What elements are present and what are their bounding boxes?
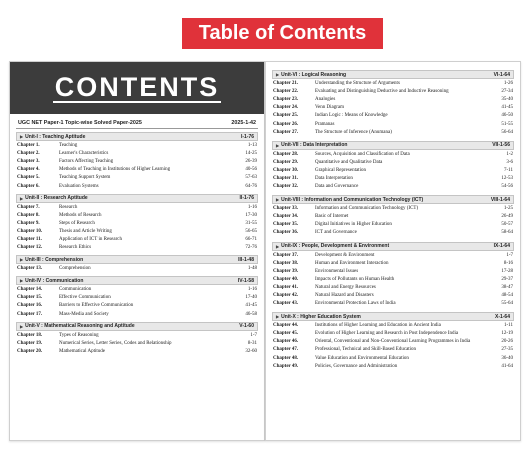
unit-title-wrap	[276, 142, 347, 148]
chapter-pages: 55-64	[501, 301, 513, 307]
chapter-title: Effective Communication	[59, 295, 111, 301]
chapter-pages: 41-45	[245, 303, 257, 309]
chapter-pages: 20-26	[501, 339, 513, 345]
unit-section	[266, 70, 520, 137]
chapter-number: Chapter 14.	[17, 287, 43, 293]
chapter-pages: 1-7	[250, 332, 257, 338]
chapter-row	[273, 322, 513, 330]
chapter-row	[17, 220, 257, 228]
unit-pages: II-1-76	[239, 195, 254, 202]
unit-header	[16, 276, 258, 285]
chapter-title: Research	[59, 204, 78, 210]
chapter-row	[17, 212, 257, 220]
chapter-title: Teaching Support System	[59, 175, 111, 181]
chapter-row	[273, 300, 513, 308]
chapter-row	[273, 213, 513, 221]
chapter-pages: 46-58	[245, 311, 257, 317]
chapter-row	[273, 338, 513, 346]
chapter-title: Value Education and Environmental Education	[315, 355, 409, 361]
unit-title: Unit-II : Research Aptitude	[25, 195, 88, 202]
chapter-pages: 41-45	[501, 105, 513, 111]
chapter-number: Chapter 4.	[17, 167, 40, 173]
chapter-title: Factors Affecting Teaching	[59, 159, 114, 165]
chapter-title: Natural and Energy Resources	[315, 284, 376, 290]
chapter-number: Chapter 8.	[17, 212, 40, 218]
chapter-row	[273, 284, 513, 292]
chapter-row	[17, 332, 257, 340]
chapter-pages: 1-11	[504, 323, 513, 329]
chapter-row	[273, 276, 513, 284]
chapter-row	[17, 286, 257, 294]
chapter-title: Thesis and Article Writing	[59, 228, 112, 234]
chapter-pages: 1-48	[247, 266, 257, 272]
chapter-number: Chapter 9.	[17, 220, 40, 226]
chapter-number: Chapter 3.	[17, 159, 40, 165]
chapter-row	[273, 268, 513, 276]
unit-header	[272, 195, 514, 204]
chapter-pages: 1-26	[503, 81, 513, 87]
chapter-pages: 26-39	[245, 159, 257, 165]
chapter-title: Development & Environment	[315, 252, 375, 258]
unit-section	[266, 141, 520, 191]
chapter-number: Chapter 26.	[273, 121, 299, 127]
triangle-right-icon: ▶	[276, 243, 280, 249]
chapter-number: Chapter 21.	[273, 81, 299, 87]
unit-title-wrap	[20, 323, 135, 329]
triangle-right-icon: ▶	[20, 257, 24, 263]
unit-pages: VIII-1-64	[490, 196, 510, 203]
triangle-right-icon: ▶	[276, 197, 280, 203]
chapter-number: Chapter 30.	[273, 167, 299, 173]
chapter-pages: 40-56	[245, 167, 257, 173]
chapter-pages: 8-16	[503, 260, 513, 266]
contents-title: CONTENTS	[54, 72, 220, 102]
chapter-title: Understanding the Structure of Arguments	[315, 81, 400, 87]
chapter-pages: 41-64	[501, 363, 513, 369]
right-page	[265, 61, 521, 441]
chapter-number: Chapter 47.	[273, 347, 299, 353]
chapter-number: Chapter 35.	[273, 222, 299, 228]
chapter-number: Chapter 13.	[17, 266, 43, 272]
chapter-title: Impacts of Pollutants on Human Health	[315, 276, 395, 282]
chapter-pages: 3-6	[506, 159, 513, 165]
chapter-row	[273, 346, 513, 354]
chapter-title: Basic of Internet	[315, 214, 349, 220]
unit-pages: VII-1-56	[492, 142, 510, 149]
chapter-number: Chapter 42.	[273, 293, 299, 299]
unit-section	[266, 195, 520, 237]
chapter-title: Oriental, Conventional and Non-Conventional Learning Programmes in India	[315, 339, 471, 345]
chapter-title: Evolution of Higher Learning and Research in Post Independence India	[315, 331, 459, 337]
left-units	[10, 132, 264, 356]
chapter-number: Chapter 17.	[17, 311, 43, 317]
chapter-number: Chapter 10.	[17, 228, 43, 234]
chapter-pages: 58-64	[501, 230, 513, 236]
chapter-title: Steps of Research	[59, 220, 95, 226]
triangle-right-icon: ▶	[20, 323, 24, 329]
chapter-pages: 8-31	[247, 340, 257, 346]
unit-title-wrap	[20, 278, 83, 284]
chapter-title: Digital Initiatives in Higher Education	[315, 222, 392, 228]
chapter-title: Analogies	[315, 97, 336, 103]
chapter-number: Chapter 28.	[273, 151, 299, 157]
chapter-number: Chapter 44.	[273, 323, 299, 329]
chapter-row	[17, 166, 257, 174]
chapter-number: Chapter 7.	[17, 204, 40, 210]
chapter-number: Chapter 16.	[17, 303, 43, 309]
chapter-pages: 57-63	[245, 175, 257, 181]
unit-title-wrap	[20, 134, 85, 140]
chapter-row	[17, 182, 257, 190]
chapter-pages: 31-55	[245, 220, 257, 226]
chapter-pages: 56-65	[245, 228, 257, 234]
unit-header	[272, 141, 514, 150]
chapter-title: Institutions of Higher Learning and Education in Ancient India	[315, 323, 441, 329]
chapter-pages: 7-11	[504, 167, 513, 173]
unit-title-wrap	[276, 243, 389, 249]
chapter-pages: 72-76	[245, 245, 257, 251]
unit-title: Unit-IV : Communication	[25, 277, 84, 284]
chapter-title: Quantitative and Qualitative Data	[315, 159, 383, 165]
chapter-pages: 48-54	[501, 293, 513, 299]
unit-title: Unit-IX : People, Development & Environment	[281, 243, 390, 249]
chapter-pages: 17-28	[501, 268, 513, 274]
unit-pages: I-1-76	[240, 133, 254, 140]
chapter-row	[273, 80, 513, 88]
chapter-number: Chapter 46.	[273, 339, 299, 345]
chapter-title: Methods of Research	[59, 212, 102, 218]
chapter-pages: 1-7	[506, 252, 513, 258]
chapter-pages: 12-53	[501, 175, 513, 181]
chapter-number: Chapter 25.	[273, 113, 299, 119]
chapter-number: Chapter 45.	[273, 331, 299, 337]
chapter-title: Data and Governance	[315, 184, 359, 190]
unit-section	[10, 194, 264, 253]
unit-title: Unit-VIII : Information and Communication Technology (ICT)	[281, 196, 424, 203]
solved-paper-pages: 2025-1-42	[231, 120, 256, 126]
chapter-row	[273, 112, 513, 120]
chapter-title: Indian Logic : Means of Knowledge	[315, 113, 388, 119]
solved-paper-row	[16, 119, 258, 129]
chapter-row	[17, 340, 257, 348]
table-of-contents-banner: Table of Contents	[182, 18, 383, 49]
chapter-title: Information and Communication Technology (ICT)	[315, 206, 419, 212]
chapter-title: Communication	[59, 287, 92, 293]
unit-section	[10, 132, 264, 191]
chapter-row	[17, 244, 257, 252]
unit-section	[266, 312, 520, 371]
unit-header	[272, 312, 514, 321]
chapter-title: Professional, Technical and Skill-Based Education	[315, 347, 417, 353]
chapter-title: Human and Environment Interaction	[315, 260, 389, 266]
chapter-number: Chapter 31.	[273, 175, 299, 181]
unit-header	[272, 70, 514, 79]
chapter-title: Sources, Acquisition and Classification of Data	[315, 151, 410, 157]
unit-section	[266, 242, 520, 309]
chapter-title: Evaluating and Distinguishing Deductive and Inductive Reasoning	[315, 89, 449, 95]
unit-section	[10, 276, 264, 318]
chapter-number: Chapter 48.	[273, 355, 299, 361]
unit-title: Unit-X : Higher Education System	[281, 313, 361, 320]
chapter-row	[17, 294, 257, 302]
unit-section	[10, 322, 264, 356]
chapter-row	[17, 236, 257, 244]
unit-title: Unit-III : Comprehension	[25, 256, 84, 263]
chapter-pages: 1-16	[247, 204, 257, 210]
chapter-number: Chapter 22.	[273, 89, 299, 95]
chapter-title: Data Interpretation	[315, 175, 353, 181]
chapter-row	[17, 158, 257, 166]
chapter-title: ICT and Governance	[315, 230, 357, 236]
chapter-number: Chapter 6.	[17, 183, 40, 189]
right-units	[266, 70, 520, 371]
unit-title-wrap	[276, 72, 346, 78]
chapter-pages: 54-56	[501, 184, 513, 190]
chapter-row	[273, 260, 513, 268]
chapter-number: Chapter 24.	[273, 105, 299, 111]
chapter-pages: 27-35	[501, 347, 513, 353]
chapter-number: Chapter 34.	[273, 214, 299, 220]
chapter-title: Barriers to Effective Communication	[59, 303, 134, 309]
chapter-row	[273, 120, 513, 128]
chapter-title: Policies, Governance and Administration	[315, 363, 398, 369]
chapter-number: Chapter 1.	[17, 143, 40, 149]
chapter-number: Chapter 5.	[17, 175, 40, 181]
unit-pages: IX-1-64	[493, 243, 510, 249]
chapter-pages: 1-2	[506, 151, 513, 157]
chapter-number: Chapter 37.	[273, 252, 299, 258]
chapter-title: Numerical Series, Letter Series, Codes and Relationship	[59, 340, 172, 346]
chapter-row	[273, 96, 513, 104]
chapter-title: Graphical Representation	[315, 167, 366, 173]
chapter-row	[273, 229, 513, 237]
chapter-row	[17, 174, 257, 182]
chapter-number: Chapter 27.	[273, 129, 299, 135]
chapter-pages: 46-50	[501, 113, 513, 119]
chapter-number: Chapter 18.	[17, 332, 43, 338]
triangle-right-icon: ▶	[20, 134, 24, 139]
chapter-pages: 1-16	[247, 287, 257, 293]
triangle-right-icon: ▶	[20, 195, 24, 201]
chapter-row	[273, 167, 513, 175]
contents-header	[10, 62, 264, 114]
chapter-title: Comprehension	[59, 266, 91, 272]
chapter-pages: 32-60	[245, 348, 257, 354]
chapter-pages: 1-13	[247, 143, 257, 149]
unit-pages: IV-1-58	[237, 277, 254, 284]
chapter-number: Chapter 11.	[17, 236, 42, 242]
unit-title-wrap	[20, 195, 88, 201]
chapter-row	[273, 183, 513, 191]
chapter-row	[17, 265, 257, 273]
unit-pages: X-1-64	[494, 313, 510, 320]
chapter-number: Chapter 15.	[17, 295, 43, 301]
chapter-row	[273, 252, 513, 260]
chapter-row	[17, 311, 257, 319]
chapter-row	[273, 129, 513, 137]
chapter-title: Mass-Media and Society	[59, 311, 109, 317]
chapter-title: The Structure of Inference (Anumana)	[315, 129, 392, 135]
chapter-pages: 17-30	[245, 212, 257, 218]
unit-title: Unit-VII : Data Interpretation	[281, 142, 348, 149]
chapter-row	[17, 228, 257, 236]
unit-header	[16, 132, 258, 141]
chapter-number: Chapter 29.	[273, 159, 299, 165]
chapter-pages: 64-76	[245, 183, 257, 189]
chapter-number: Chapter 32.	[273, 184, 299, 190]
chapter-pages: 1-25	[503, 206, 513, 212]
chapter-pages: 36-40	[501, 355, 513, 361]
chapter-number: Chapter 38.	[273, 260, 299, 266]
chapter-number: Chapter 43.	[273, 301, 299, 307]
chapter-number: Chapter 20.	[17, 348, 43, 354]
unit-header	[16, 255, 258, 264]
chapter-title: Pramanas	[315, 121, 335, 127]
chapter-title: Application of ICT in Research	[59, 236, 122, 242]
chapter-pages: 17-40	[245, 295, 257, 301]
chapter-number: Chapter 33.	[273, 206, 299, 212]
unit-title: Unit-I : Teaching Aptitude	[25, 133, 86, 140]
chapter-title: Teaching	[59, 143, 78, 149]
chapter-row	[17, 204, 257, 212]
chapter-pages: 56-64	[501, 129, 513, 135]
unit-header	[16, 322, 258, 331]
chapter-number: Chapter 19.	[17, 340, 43, 346]
chapter-row	[273, 88, 513, 96]
chapter-title: Methods of Teaching in Institutions of Higher Learning	[59, 167, 171, 173]
triangle-right-icon: ▶	[20, 278, 24, 284]
unit-title: Unit-VI : Logical Reasoning	[281, 71, 347, 78]
chapter-row	[273, 104, 513, 112]
chapter-title: Types of Reasoning	[59, 332, 99, 338]
chapter-number: Chapter 12.	[17, 245, 43, 251]
chapter-pages: 12-19	[501, 331, 513, 337]
chapter-row	[273, 363, 513, 371]
chapter-number: Chapter 41.	[273, 284, 299, 290]
chapter-number: Chapter 2.	[17, 151, 40, 157]
chapter-row	[273, 175, 513, 183]
chapter-row	[17, 142, 257, 150]
unit-title-wrap	[276, 197, 423, 203]
triangle-right-icon: ▶	[276, 314, 280, 320]
left-page	[9, 61, 265, 441]
chapter-number: Chapter 23.	[273, 97, 299, 103]
chapter-row	[273, 205, 513, 213]
chapter-row	[273, 292, 513, 300]
chapter-pages: 66-71	[245, 236, 257, 242]
chapter-title: Environmental Protection Laws of India	[315, 301, 396, 307]
chapter-row	[273, 355, 513, 363]
chapter-pages: 51-55	[501, 121, 513, 127]
unit-pages: III-1-48	[238, 256, 254, 263]
chapter-title: Natural Hazard and Disasters	[315, 293, 374, 299]
chapter-row	[273, 151, 513, 159]
chapter-title: Mathematical Aptitude	[59, 348, 105, 354]
chapter-pages: 26-49	[501, 214, 513, 220]
chapter-pages: 50-57	[501, 222, 513, 228]
triangle-right-icon: ▶	[276, 142, 280, 148]
unit-title-wrap	[276, 314, 361, 320]
chapter-title: Evaluation Systems	[59, 183, 99, 189]
chapter-number: Chapter 36.	[273, 230, 299, 236]
chapter-row	[17, 348, 257, 356]
chapter-pages: 35-40	[501, 97, 513, 103]
chapter-pages: 14-25	[245, 151, 257, 157]
chapter-title: Environmental Issues	[315, 268, 359, 274]
chapter-pages: 29-37	[501, 276, 513, 282]
solved-paper-title: UGC NET Paper-1 Topic-wise Solved Paper-2025	[18, 120, 142, 126]
chapter-number: Chapter 49.	[273, 363, 299, 369]
chapter-title: Learner's Characteristics	[59, 151, 109, 157]
unit-section	[10, 255, 264, 273]
chapter-pages: 38-47	[501, 284, 513, 290]
chapter-row	[273, 221, 513, 229]
unit-header	[272, 242, 514, 251]
chapter-row	[17, 150, 257, 158]
chapter-row	[273, 159, 513, 167]
chapter-title: Research Ethics	[59, 245, 92, 251]
unit-title: Unit-V : Mathematical Reasoning and Aptitude	[25, 323, 135, 330]
chapter-title: Venn Diagram	[315, 105, 345, 111]
chapter-number: Chapter 39.	[273, 268, 299, 274]
chapter-row	[273, 330, 513, 338]
unit-pages: VI-1-64	[493, 71, 510, 78]
unit-pages: V-1-60	[239, 323, 254, 330]
unit-title-wrap	[20, 257, 83, 263]
triangle-right-icon: ▶	[276, 72, 280, 77]
chapter-number: Chapter 40.	[273, 276, 299, 282]
unit-header	[16, 194, 258, 203]
chapter-pages: 27-34	[501, 89, 513, 95]
chapter-row	[17, 302, 257, 310]
